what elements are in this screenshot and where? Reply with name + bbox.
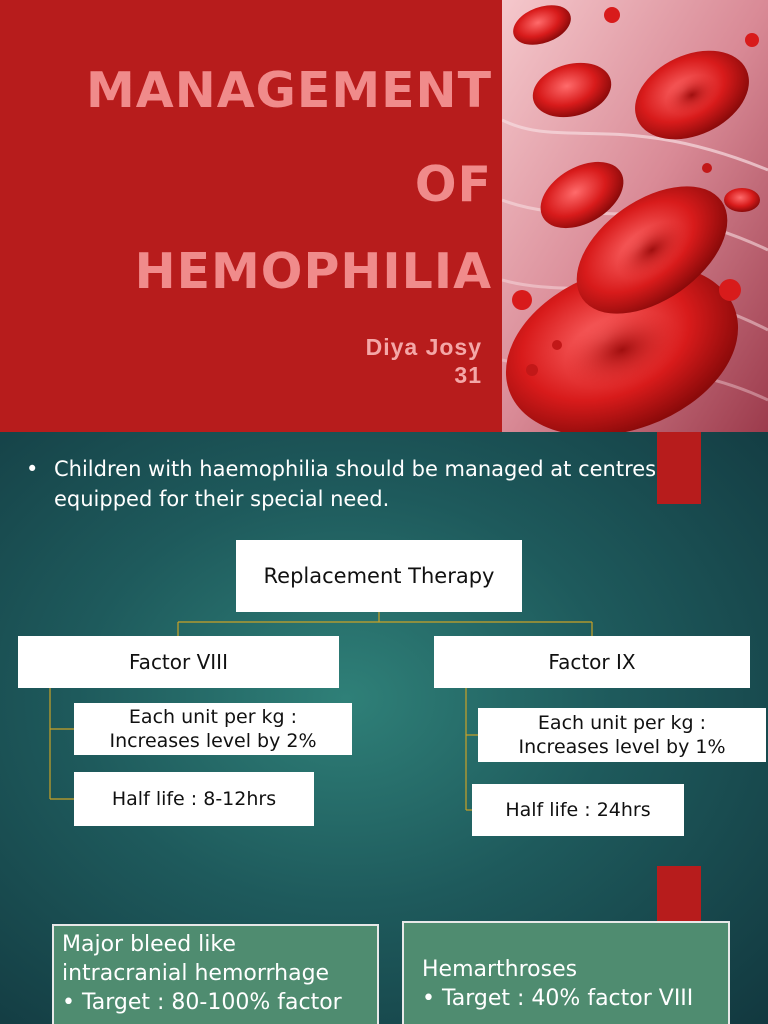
content-slide <box>0 432 768 1024</box>
author-number: 31 <box>454 362 482 388</box>
factor-ix-half-life-box: Half life : 24hrs <box>472 784 684 836</box>
title-slide <box>0 0 768 432</box>
factor-ix-box: Factor IX <box>434 636 750 688</box>
major-bleed-target: • Target : 80-100% factor <box>62 990 342 1015</box>
factor-ix-unit-line-2: Increases level by 1% <box>518 736 726 758</box>
author-name: Diya Josy <box>365 334 482 360</box>
bullet-text: Children with haemophilia should be managed at centres equipped for their special need. <box>54 457 657 511</box>
title-line-1: MANAGEMENT <box>86 62 492 119</box>
major-bleed-line-2: intracranial hemorrhage <box>62 961 330 986</box>
hemarthroses-box <box>402 921 730 1024</box>
factor-ix-unit-line-1: Each unit per kg : <box>537 712 707 734</box>
factor-viii-box: Factor VIII <box>18 636 339 688</box>
title-line-2: OF <box>414 156 492 213</box>
hemarthroses-target: • Target : 40% factor VIII <box>422 986 694 1011</box>
major-bleed-box <box>52 924 379 1024</box>
major-bleed-line-1: Major bleed like <box>62 932 236 957</box>
replacement-therapy-box: Replacement Therapy <box>236 540 522 612</box>
factor-viii-half-life-box: Half life : 8-12hrs <box>74 772 314 826</box>
factor-viii-unit-line-2: Increases level by 2% <box>109 730 317 752</box>
factor-viii-unit-line-1: Each unit per kg : <box>128 706 298 728</box>
hemarthroses-title: Hemarthroses <box>422 957 578 982</box>
factor-viii-unit-box <box>74 703 352 755</box>
title-line-3: HEMOPHILIA <box>134 243 492 300</box>
bullet-marker: • <box>26 457 39 481</box>
red-blood-cells-image <box>502 0 768 432</box>
factor-ix-unit-box <box>478 708 766 762</box>
